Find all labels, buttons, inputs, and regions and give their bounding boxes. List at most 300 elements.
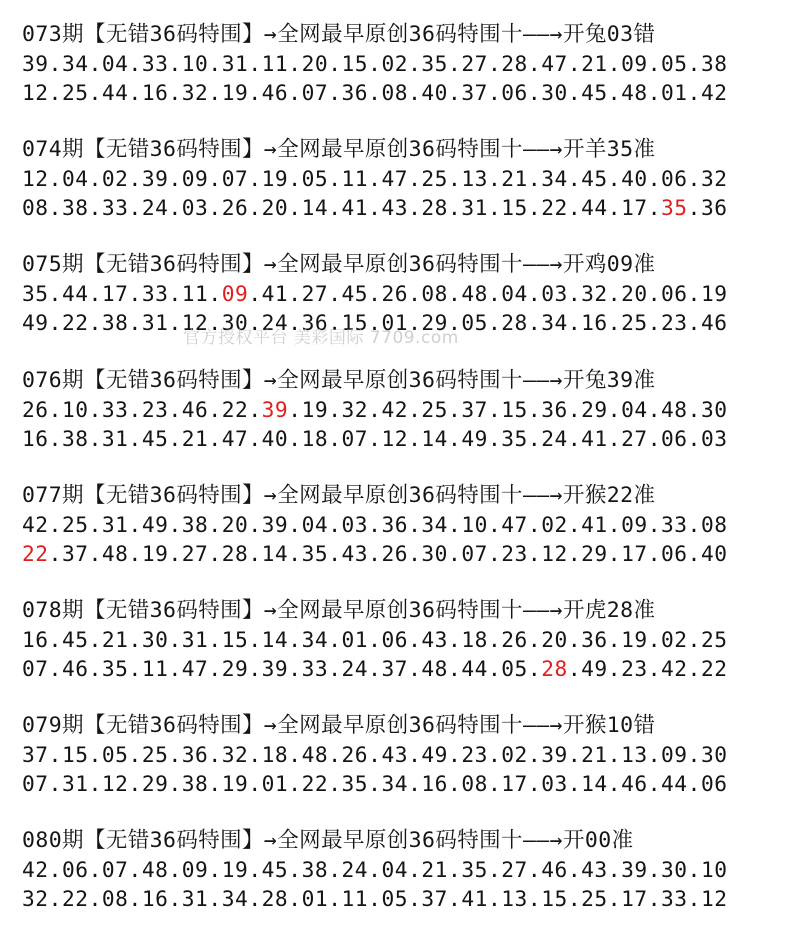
number-cell: 19 [700, 281, 728, 306]
number-separator: . [448, 656, 462, 681]
number-separator: . [687, 656, 701, 681]
number-cell: 45 [581, 80, 608, 105]
number-cell: 30 [221, 310, 249, 335]
number-separator: . [607, 426, 622, 451]
hit-number: 28 [541, 656, 568, 681]
number-cell: 12 [381, 426, 409, 451]
number-separator: . [567, 166, 582, 191]
number-cell: 46 [621, 771, 648, 796]
number-cell: 47 [181, 656, 209, 681]
number-cell: 16 [581, 310, 608, 335]
number-separator: . [328, 742, 342, 767]
number-cell: 27 [621, 426, 648, 451]
number-cell: 25 [621, 310, 648, 335]
number-separator: . [567, 51, 582, 76]
number-separator: . [687, 886, 701, 911]
number-separator: . [128, 742, 142, 767]
number-separator: . [448, 426, 462, 451]
number-cell: 33 [101, 195, 129, 220]
number-cell: 44 [581, 195, 608, 220]
number-cell: 40 [261, 426, 289, 451]
number-cell: 31 [461, 195, 488, 220]
number-cell: 22 [61, 886, 89, 911]
record-title: 073期【无错36码特围】→全网最早原创36码特围十——→开兔03错 [22, 22, 656, 47]
number-separator: . [328, 541, 342, 566]
number-separator: . [168, 166, 182, 191]
number-separator: . [128, 51, 142, 76]
number-separator: . [288, 656, 302, 681]
number-separator: . [527, 541, 542, 566]
number-cell: 29 [141, 771, 169, 796]
number-separator: . [248, 397, 262, 422]
number-cell: 34 [301, 627, 329, 652]
number-separator: . [248, 310, 262, 335]
record-title: 074期【无错36码特围】→全网最早原创36码特围十——→开羊35准 [22, 137, 656, 162]
number-cell: 34 [381, 771, 409, 796]
number-separator: . [687, 512, 701, 537]
number-separator: . [487, 512, 502, 537]
number-cell: 14 [301, 195, 329, 220]
number-cell: 23 [661, 310, 688, 335]
number-cell: 24 [341, 857, 369, 882]
number-separator: . [487, 166, 502, 191]
number-separator: . [328, 426, 342, 451]
number-separator: . [487, 742, 502, 767]
number-cell: 07 [22, 771, 49, 796]
number-cell: 35 [341, 771, 369, 796]
number-separator: . [687, 627, 701, 652]
number-separator: . [168, 426, 182, 451]
number-cell: 24 [141, 195, 169, 220]
number-cell: 33 [141, 281, 169, 306]
number-cell: 08 [700, 512, 728, 537]
number-cell: 30 [700, 397, 728, 422]
number-cell: 38 [101, 310, 129, 335]
number-separator: . [567, 742, 582, 767]
number-cell: 38 [61, 426, 89, 451]
number-cell: 17 [621, 195, 648, 220]
number-separator: . [647, 541, 661, 566]
record-block [22, 596, 798, 683]
number-cell: 03 [541, 771, 568, 796]
number-cell: 39 [261, 656, 289, 681]
number-separator: . [408, 857, 422, 882]
number-cell: 06 [700, 771, 728, 796]
number-cell: 21 [581, 51, 608, 76]
number-separator: . [208, 627, 222, 652]
number-cell: 05 [661, 51, 688, 76]
number-separator: . [368, 857, 382, 882]
number-separator: . [208, 742, 222, 767]
number-separator: . [168, 80, 182, 105]
number-separator: . [288, 426, 302, 451]
number-cell: 38 [181, 512, 209, 537]
number-cell: 25 [141, 742, 169, 767]
number-cell: 18 [301, 426, 329, 451]
number-separator: . [487, 80, 502, 105]
number-cell: 35 [301, 541, 329, 566]
number-cell: 04 [301, 512, 329, 537]
number-row-2 [22, 769, 798, 798]
number-separator: . [487, 857, 502, 882]
number-cell: 30 [141, 627, 169, 652]
number-cell: 01 [341, 627, 369, 652]
number-separator: . [647, 627, 661, 652]
number-separator: . [128, 627, 142, 652]
number-cell: 15 [341, 51, 369, 76]
number-separator: . [408, 166, 422, 191]
number-cell: 48 [621, 80, 648, 105]
number-separator: . [168, 886, 182, 911]
record-block [22, 366, 798, 453]
number-cell: 02 [661, 627, 688, 652]
number-cell: 49 [461, 426, 488, 451]
number-cell: 46 [181, 397, 209, 422]
number-cell: 20 [621, 281, 648, 306]
number-separator: . [88, 857, 102, 882]
number-cell: 37 [61, 541, 89, 566]
number-separator: . [647, 310, 661, 335]
number-separator: . [607, 310, 622, 335]
number-separator: . [567, 397, 582, 422]
number-separator: . [88, 80, 102, 105]
number-separator: . [408, 310, 422, 335]
number-separator: . [607, 742, 622, 767]
number-separator: . [567, 541, 582, 566]
number-cell: 18 [461, 627, 488, 652]
number-cell: 19 [261, 166, 289, 191]
number-cell: 31 [141, 310, 169, 335]
record-block [22, 826, 798, 913]
number-separator: . [448, 512, 462, 537]
number-separator: . [328, 281, 342, 306]
number-cell: 36 [700, 195, 728, 220]
number-separator: . [567, 656, 582, 681]
number-separator: . [368, 656, 382, 681]
number-separator: . [208, 281, 222, 306]
number-cell: 04 [61, 166, 89, 191]
number-separator: . [248, 886, 262, 911]
number-cell: 35 [421, 51, 448, 76]
number-separator: . [128, 541, 142, 566]
number-cell: 49 [22, 310, 49, 335]
number-separator: . [248, 742, 262, 767]
number-separator: . [687, 166, 701, 191]
number-cell: 24 [261, 310, 289, 335]
number-cell: 03 [541, 281, 568, 306]
number-cell: 06 [501, 80, 528, 105]
number-cell: 39 [22, 51, 49, 76]
number-separator: . [288, 281, 302, 306]
number-separator: . [487, 627, 502, 652]
number-separator: . [288, 166, 302, 191]
number-cell: 17 [501, 771, 528, 796]
number-separator: . [48, 310, 62, 335]
number-separator: . [448, 80, 462, 105]
number-separator: . [607, 166, 622, 191]
number-separator: . [448, 771, 462, 796]
number-cell: 39 [621, 857, 648, 882]
number-cell: 06 [61, 857, 89, 882]
hit-number: 22 [22, 541, 49, 566]
number-separator: . [687, 310, 701, 335]
record-block [22, 135, 798, 222]
number-cell: 27 [461, 51, 488, 76]
number-cell: 34 [221, 886, 249, 911]
number-cell: 17 [621, 541, 648, 566]
number-cell: 10 [700, 857, 728, 882]
number-cell: 32 [221, 742, 249, 767]
number-separator: . [527, 195, 542, 220]
number-cell: 19 [141, 541, 169, 566]
number-cell: 05 [101, 742, 129, 767]
number-separator: . [527, 886, 542, 911]
number-cell: 06 [661, 166, 688, 191]
number-separator: . [567, 426, 582, 451]
number-separator: . [487, 397, 502, 422]
number-cell: 25 [61, 512, 89, 537]
number-separator: . [248, 166, 262, 191]
number-row-2 [22, 654, 798, 683]
number-cell: 12 [101, 771, 129, 796]
number-cell: 16 [141, 886, 169, 911]
number-cell: 36 [581, 627, 608, 652]
number-cell: 48 [101, 541, 129, 566]
number-cell: 15 [541, 886, 568, 911]
number-separator: . [607, 397, 622, 422]
number-cell: 37 [461, 397, 488, 422]
number-cell: 05 [461, 310, 488, 335]
number-cell: 16 [22, 426, 49, 451]
number-cell: 31 [61, 771, 89, 796]
number-cell: 35 [461, 857, 488, 882]
number-cell: 30 [700, 742, 728, 767]
number-separator: . [128, 857, 142, 882]
number-separator: . [607, 80, 622, 105]
number-cell: 21 [181, 426, 209, 451]
number-separator: . [607, 51, 622, 76]
number-separator: . [487, 771, 502, 796]
number-cell: 07 [221, 166, 249, 191]
number-separator: . [448, 857, 462, 882]
number-cell: 22 [700, 656, 728, 681]
number-cell: 41 [581, 426, 608, 451]
number-separator: . [88, 195, 102, 220]
number-separator: . [248, 281, 262, 306]
number-cell: 02 [381, 51, 409, 76]
record-block [22, 20, 798, 107]
number-cell: 26 [221, 195, 249, 220]
number-separator: . [128, 281, 142, 306]
number-row-2 [22, 424, 798, 453]
record-title: 077期【无错36码特围】→全网最早原创36码特围十——→开猴22准 [22, 483, 656, 508]
number-separator: . [288, 195, 302, 220]
record-title: 075期【无错36码特围】→全网最早原创36码特围十——→开鸡09准 [22, 252, 656, 277]
number-cell: 20 [261, 195, 289, 220]
number-separator: . [567, 512, 582, 537]
number-separator: . [168, 512, 182, 537]
number-cell: 37 [461, 80, 488, 105]
number-row-1 [22, 49, 798, 78]
number-cell: 04 [101, 51, 129, 76]
number-cell: 44 [461, 656, 488, 681]
number-cell: 45 [141, 426, 169, 451]
number-separator: . [647, 195, 661, 220]
number-cell: 34 [61, 51, 89, 76]
number-cell: 07 [101, 857, 129, 882]
number-cell: 15 [501, 195, 528, 220]
number-separator: . [248, 51, 262, 76]
number-separator: . [288, 627, 302, 652]
number-separator: . [487, 886, 502, 911]
number-separator: . [647, 166, 661, 191]
number-separator: . [328, 80, 342, 105]
number-cell: 42 [22, 512, 49, 537]
number-cell: 01 [661, 80, 688, 105]
number-separator: . [208, 51, 222, 76]
number-separator: . [288, 771, 302, 796]
number-separator: . [408, 541, 422, 566]
number-separator: . [288, 742, 302, 767]
number-cell: 29 [221, 656, 249, 681]
number-separator: . [368, 397, 382, 422]
number-separator: . [168, 397, 182, 422]
number-cell: 25 [61, 80, 89, 105]
number-separator: . [647, 742, 661, 767]
number-cell: 39 [541, 742, 568, 767]
number-separator: . [448, 310, 462, 335]
number-cell: 32 [700, 166, 728, 191]
number-separator: . [48, 512, 62, 537]
number-separator: . [48, 397, 62, 422]
number-cell: 47 [501, 512, 528, 537]
number-separator: . [567, 771, 582, 796]
number-cell: 44 [61, 281, 89, 306]
number-cell: 28 [501, 51, 528, 76]
number-cell: 30 [661, 857, 688, 882]
number-separator: . [328, 771, 342, 796]
number-cell: 39 [261, 512, 289, 537]
number-separator: . [527, 310, 542, 335]
number-cell: 35 [101, 656, 129, 681]
number-separator: . [607, 857, 622, 882]
number-cell: 47 [381, 166, 409, 191]
number-separator: . [448, 195, 462, 220]
number-cell: 41 [461, 886, 488, 911]
number-separator: . [168, 627, 182, 652]
number-separator: . [487, 426, 502, 451]
number-cell: 45 [61, 627, 89, 652]
number-separator: . [687, 541, 701, 566]
number-cell: 05 [381, 886, 409, 911]
number-cell: 01 [301, 886, 329, 911]
number-separator: . [168, 656, 182, 681]
number-separator: . [448, 166, 462, 191]
number-cell: 48 [661, 397, 688, 422]
number-separator: . [48, 656, 62, 681]
number-separator: . [88, 310, 102, 335]
number-separator: . [48, 886, 62, 911]
number-separator: . [328, 195, 342, 220]
number-cell: 44 [661, 771, 688, 796]
number-separator: . [248, 771, 262, 796]
number-cell: 42 [22, 857, 49, 882]
number-cell: 33 [101, 397, 129, 422]
number-separator: . [647, 857, 661, 882]
number-separator: . [288, 541, 302, 566]
number-cell: 37 [381, 656, 409, 681]
number-cell: 41 [581, 512, 608, 537]
number-separator: . [88, 886, 102, 911]
number-cell: 19 [621, 627, 648, 652]
number-separator: . [248, 857, 262, 882]
number-separator: . [408, 397, 422, 422]
number-cell: 29 [581, 397, 608, 422]
number-separator: . [687, 742, 701, 767]
number-separator: . [168, 857, 182, 882]
number-separator: . [168, 771, 182, 796]
number-separator: . [408, 426, 422, 451]
number-separator: . [248, 426, 262, 451]
number-cell: 25 [700, 627, 728, 652]
number-separator: . [647, 426, 661, 451]
number-separator: . [448, 886, 462, 911]
number-separator: . [88, 742, 102, 767]
number-cell: 09 [661, 742, 688, 767]
number-cell: 05 [501, 656, 528, 681]
number-separator: . [128, 80, 142, 105]
number-cell: 13 [461, 166, 488, 191]
number-cell: 01 [261, 771, 289, 796]
number-separator: . [448, 742, 462, 767]
number-row-1 [22, 855, 798, 884]
number-cell: 47 [221, 426, 249, 451]
number-row-1 [22, 279, 798, 308]
number-separator: . [368, 80, 382, 105]
number-cell: 14 [421, 426, 448, 451]
number-cell: 22 [61, 310, 89, 335]
number-cell: 26 [22, 397, 49, 422]
number-separator: . [328, 627, 342, 652]
record-title: 079期【无错36码特围】→全网最早原创36码特围十——→开猴10错 [22, 713, 656, 738]
number-cell: 38 [301, 857, 329, 882]
number-separator: . [607, 195, 622, 220]
number-cell: 28 [221, 541, 249, 566]
number-separator: . [208, 426, 222, 451]
number-separator: . [487, 310, 502, 335]
number-cell: 12 [22, 166, 49, 191]
number-separator: . [328, 310, 342, 335]
number-cell: 38 [61, 195, 89, 220]
number-separator: . [607, 771, 622, 796]
number-separator: . [208, 656, 222, 681]
number-cell: 09 [621, 512, 648, 537]
number-separator: . [647, 80, 661, 105]
number-separator: . [607, 886, 622, 911]
number-cell: 44 [101, 80, 129, 105]
number-cell: 31 [181, 627, 209, 652]
number-cell: 37 [22, 742, 49, 767]
number-separator: . [368, 627, 382, 652]
number-cell: 38 [700, 51, 728, 76]
number-separator: . [607, 281, 622, 306]
number-cell: 12 [22, 80, 49, 105]
number-cell: 15 [501, 397, 528, 422]
number-cell: 08 [461, 771, 488, 796]
number-cell: 07 [22, 656, 49, 681]
record-block [22, 481, 798, 568]
number-separator: . [328, 397, 342, 422]
